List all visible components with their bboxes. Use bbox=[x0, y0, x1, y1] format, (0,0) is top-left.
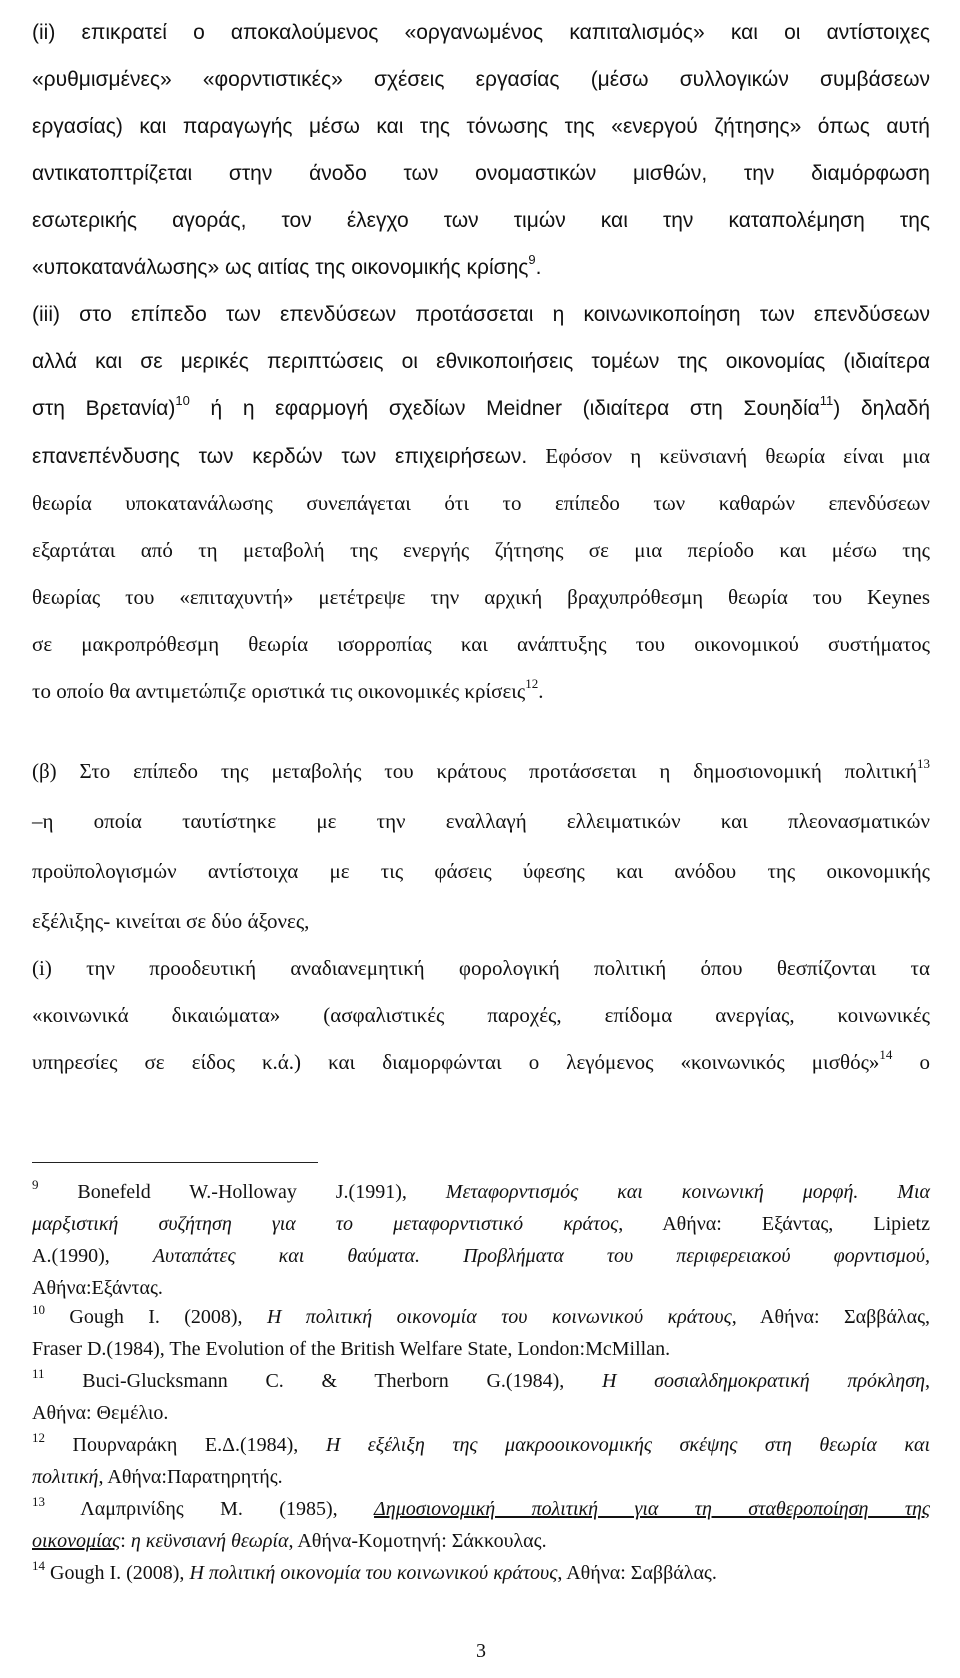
footnote-line: Αθήνα:Εξάντας. bbox=[32, 1277, 163, 1299]
footnote-ref: 13 bbox=[917, 756, 930, 771]
footnote-line: Fraser D.(1984), The Evolution of the British Welfare State, London:McMillan. bbox=[32, 1338, 671, 1360]
footnote-line: A.(1990), Αυταπάτες και θαύματα. Προβλήματα του περιφερειακού φορντισμού, bbox=[32, 1245, 930, 1267]
body-line: (iii) στο επίπεδο των επενδύσεων προτάσσεται η κοινωνικοποίηση των επενδύσεων bbox=[32, 303, 930, 326]
footnote-10: $^{10}$ Gough I. (2008), Η πολιτική οικονομία του κοινωνικού κράτους, Αθήνα: Σαββάλας, bbox=[32, 1302, 930, 1328]
footnote-9: $^9$ Bonefeld W.-Holloway J.(1991), Μεταφορντισμός και κοινωνική μορφή. Μια bbox=[32, 1177, 930, 1203]
body-line: (ii) επικρατεί ο αποκαλούμενος «οργανωμένος καπιταλισμός» και οι αντίστοιχες bbox=[32, 21, 930, 44]
body-line: εξαρτάται από τη μεταβολή της ενεργής ζήτησης σε μια περίοδο και μέσω της bbox=[32, 538, 930, 562]
footnote-ref: 11 bbox=[819, 393, 834, 408]
footnote-line: Αθήνα: Θεμέλιο. bbox=[32, 1402, 169, 1424]
footnote-separator bbox=[32, 1162, 318, 1163]
body-line: –η οποία ταυτίστηκε με την εναλλαγή ελλειματικών και πλεονασματικών bbox=[32, 809, 930, 833]
body-line: το οποίο θα αντιμετώπιζε οριστικά τις οικονομικές κρίσεις$^{12}$. bbox=[32, 676, 544, 703]
body-line: θεωρίας του «επιταχυντή» μετέτρεψε την αρχική βραχυπρόθεσμη θεωρία του Keynes bbox=[32, 585, 930, 609]
footnote-12: $^{12}$ Πουρναράκη Ε.Δ.(1984), Η εξέλιξη της μακροοικονομικής σκέψης στη θεωρία και bbox=[32, 1430, 930, 1456]
body-line: υπηρεσίες σε είδος κ.ά.) και διαμορφώνται ο λεγόμενος «κοινωνικός μισθός»$^{14}$ ο bbox=[32, 1047, 930, 1074]
body-line: επανεπένδυσης των κερδών των επιχειρήσεων. Εφόσον η κεϋνσιανή θεωρία είναι μια bbox=[32, 444, 930, 468]
body-line: «υποκατανάλωσης» ως αιτίας της οικονομικής κρίσης$^9$. bbox=[32, 252, 542, 279]
body-line: αλλά και σε μερικές περιπτώσεις οι εθνικοποιήσεις τομέων της οικονομίας (ιδιαίτερα bbox=[32, 350, 930, 373]
body-line: «κοινωνικά δικαιώματα» (ασφαλιστικές παροχές, επίδομα ανεργίας, κοινωνικές bbox=[32, 1003, 930, 1027]
body-line: εσωτερικής αγοράς, τον έλεγχο των τιμών και την καταπολέμηση της bbox=[32, 209, 930, 232]
footnote-ref: 14 bbox=[879, 1047, 893, 1062]
body-line: εργασίας) και παραγωγής μέσω και της τόνωσης της «ενεργού ζήτησης» όπως αυτή bbox=[32, 115, 930, 138]
footnote-11: $^{11}$ Buci-Glucksmann C. & Therborn G.(1984), Η σοσιαλδημοκρατική πρόκληση, bbox=[32, 1366, 930, 1392]
body-line: «ρυθμισμένες» «φορντιστικές» σχέσεις εργασίας (μέσω συλλογικών συμβάσεων bbox=[32, 68, 930, 91]
body-line: (i) την προοδευτική αναδιανεμητική φορολογική πολιτική όπου θεσπίζονται τα bbox=[32, 956, 930, 980]
footnote-line: μαρξιστική συζήτηση για το μεταφορντιστικό κράτος, Αθήνα: Εξάντας, Lipietz bbox=[32, 1213, 930, 1235]
page-number: 3 bbox=[476, 1640, 486, 1662]
body-line: στη Βρετανία)$^{10}$ ή η εφαρμογή σχεδίων Meidner (ιδιαίτερα στη Σουηδία$^{11}$) δηλαδή bbox=[32, 393, 931, 420]
body-line: προϋπολογισμών αντίστοιχα με τις φάσεις ύφεσης και ανόδου της οικονομικής bbox=[32, 859, 930, 883]
body-line: εξέλιξης- κινείται σε δύο άξονες, bbox=[32, 909, 310, 933]
footnote-13: $^{13}$ Λαμπρινίδης Μ. (1985), Δημοσιονομική πολιτική για τη σταθεροποίηση της bbox=[32, 1494, 931, 1520]
body-line: θεωρία υποκατανάλωσης συνεπάγεται ότι το επίπεδο των καθαρών επενδύσεων bbox=[32, 491, 930, 515]
footnote-ref: 9 bbox=[528, 252, 536, 267]
body-line: (β) Στο επίπεδο της μεταβολής του κράτους προτάσσεται η δημοσιονομική πολιτική$^{13}$ bbox=[32, 756, 930, 783]
body-line: αντικατοπτρίζεται στην άνοδο των ονομαστικών μισθών, την διαμόρφωση bbox=[32, 162, 930, 185]
footnote-ref: 12 bbox=[525, 676, 539, 691]
body-line: σε μακροπρόθεσμη θεωρία ισορροπίας και ανάπτυξης του οικονομικού συστήματος bbox=[32, 632, 930, 656]
footnote-ref: 10 bbox=[175, 393, 190, 408]
footnote-14: $^{14}$ Gough I. (2008), Η πολιτική οικονομία του κοινωνικού κράτους, Αθήνα: Σαββάλας. bbox=[32, 1558, 717, 1584]
footnote-line: οικονομίας: η κεϋνσιανή θεωρία, Αθήνα-Κομοτηνή: Σάκκουλας. bbox=[32, 1530, 547, 1552]
footnote-line: πολιτική, Αθήνα:Παρατηρητής. bbox=[32, 1466, 283, 1488]
